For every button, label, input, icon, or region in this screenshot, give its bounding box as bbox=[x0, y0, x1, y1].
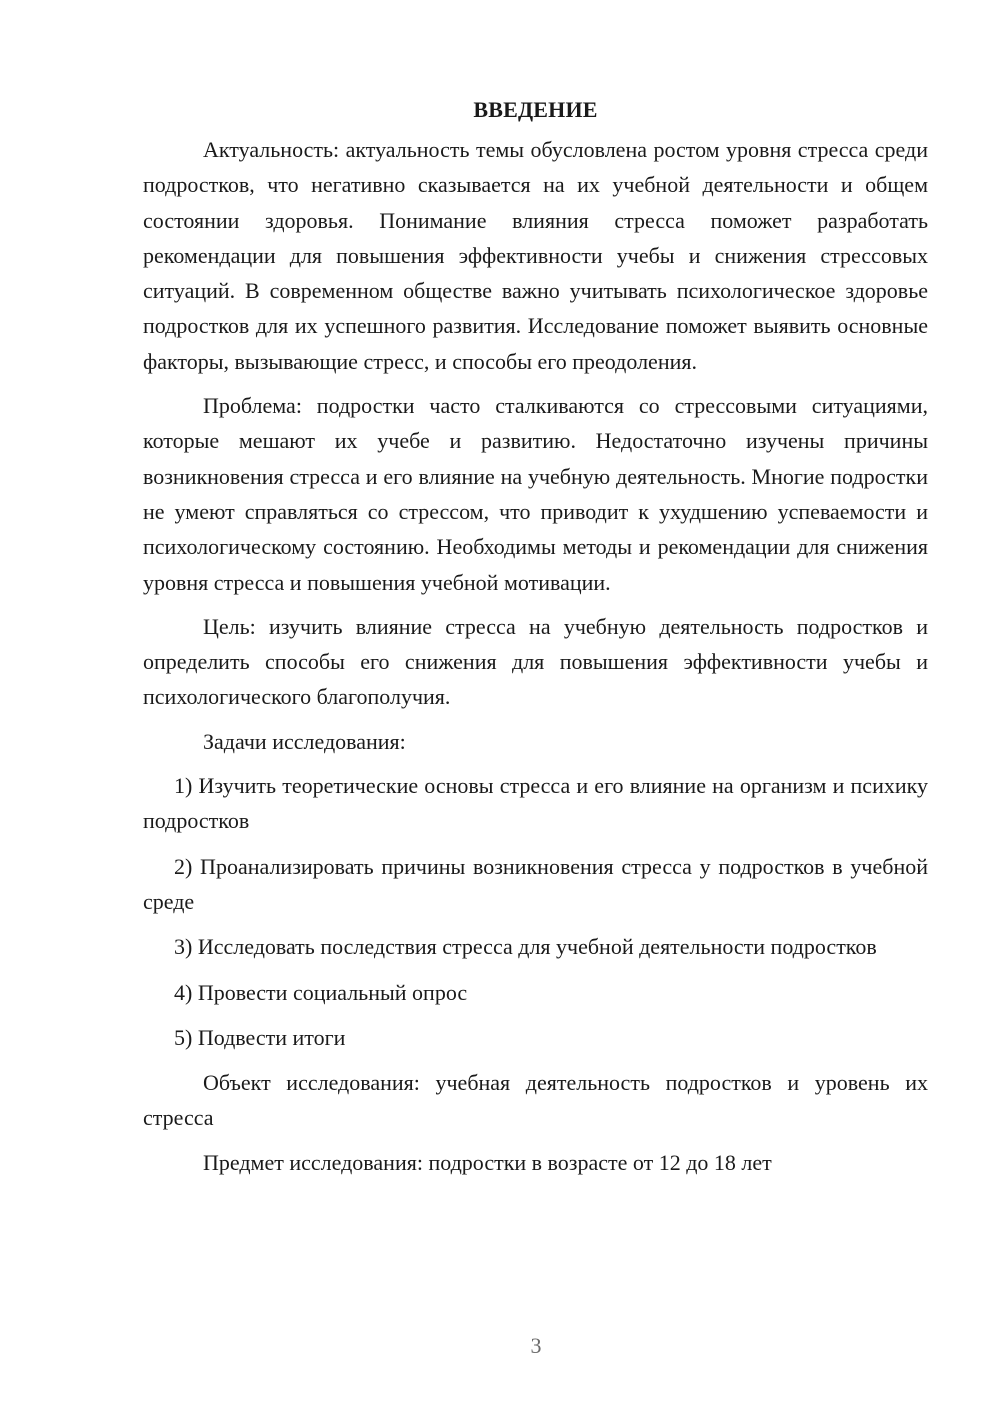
subject-paragraph: Предмет исследования: подростки в возрасте от 12 до 18 лет bbox=[203, 1149, 772, 1175]
object-paragraph: Объект исследования: учебная деятельность подростков и уровень их стресса bbox=[143, 1070, 928, 1131]
task-item: 1) Изучить теоретические основы стресса и его влияние на организм и психику подростков bbox=[143, 773, 928, 834]
problem-paragraph: Проблема: подростки часто сталкиваются со стрессовыми ситуациями, которые мешают их учебе и развитию. Недостаточно изучены причины возникновения стресса и его влияние на учебную деятельность. Многие подростки не умеют справляться со стрессом, что приводит к ухудшению успеваемости и психологическому состоянию. Необходимы методы и рекомендации для снижения уровня стресса и повышения учебной мотивации. bbox=[143, 393, 928, 595]
document-page bbox=[143, 92, 928, 1189]
task-item: 4) Провести социальный опрос bbox=[174, 979, 468, 1005]
tasks-title: Задачи исследования: bbox=[203, 728, 406, 754]
task-item: 3) Исследовать последствия стресса для учебной деятельности подростков bbox=[174, 934, 877, 960]
section-heading: ВВЕДЕНИЕ bbox=[473, 97, 598, 122]
relevance-paragraph: Актуальность: актуальность темы обусловлена ростом уровня стресса среди подростков, что негативно сказывается на их учебной деятельности и общем состоянии здоровья. Понимание влияния стресса поможет разработать рекомендации для повышения эффективности учебы и снижения стрессовых ситуаций. В современном обществе важно учитывать психологическое здоровье подростков для их успешного развития. Исследование поможет выявить основные факторы, вызывающие стресс, и способы его преодоления. bbox=[143, 137, 928, 374]
task-item: 2) Проанализировать причины возникновения стресса у подростков в учебной среде bbox=[143, 853, 928, 914]
page-number: 3 bbox=[530, 1333, 542, 1358]
goal-paragraph: Цель: изучить влияние стресса на учебную деятельность подростков и определить способы его снижения для повышения эффективности учебы и психологического благополучия. bbox=[143, 613, 928, 710]
task-item: 5) Подвести итоги bbox=[174, 1024, 346, 1050]
